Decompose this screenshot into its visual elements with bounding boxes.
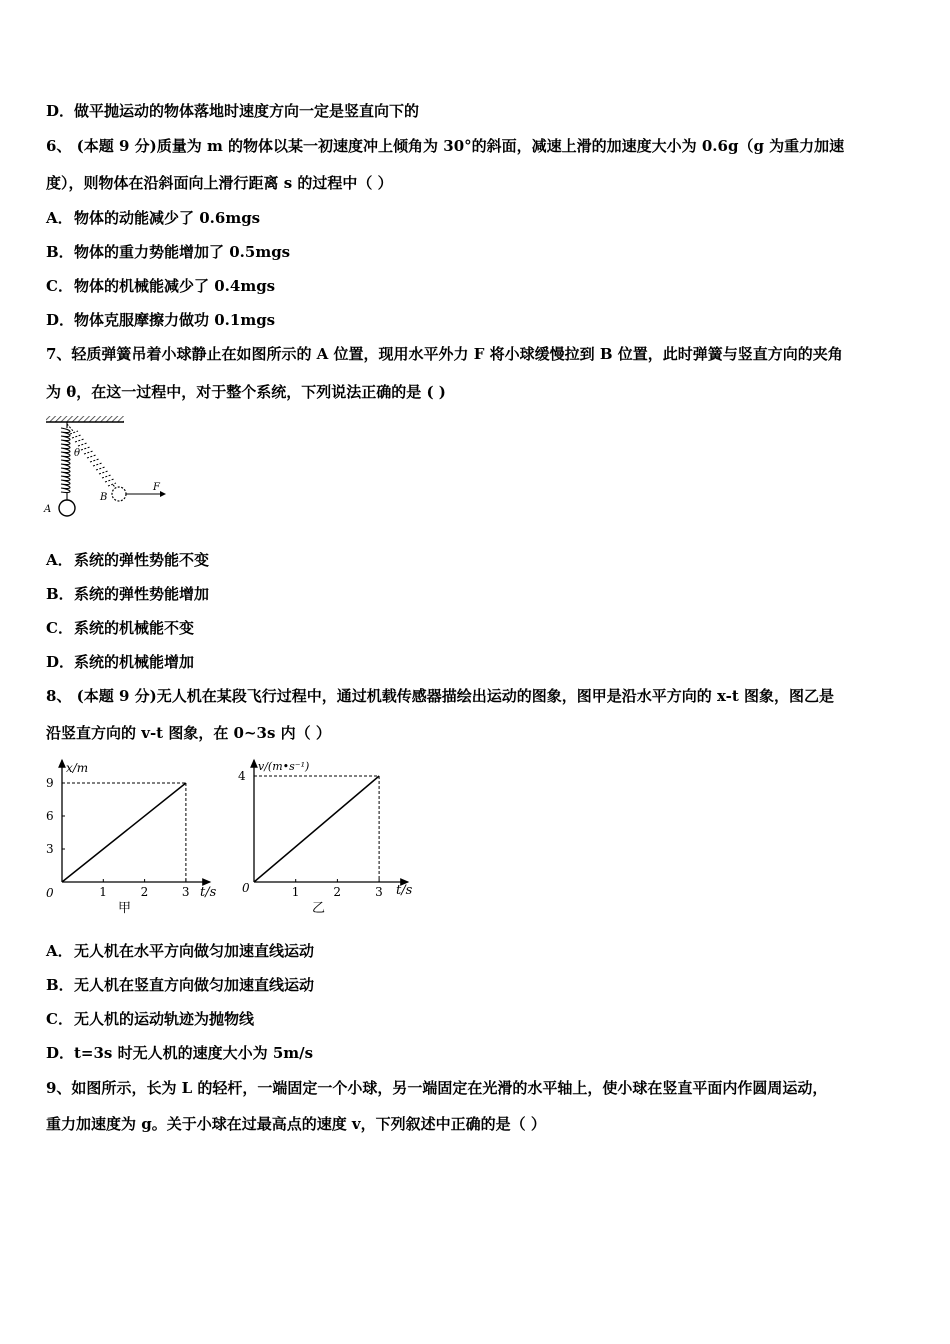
option-letter: C． (46, 277, 73, 295)
option-letter: A． (46, 942, 73, 960)
spring-figure (40, 414, 170, 524)
x-tick-label: 2 (333, 885, 342, 899)
option-text: 系统的机械能增加 (74, 653, 195, 671)
option-text: 系统的机械能不变 (74, 619, 195, 637)
option-letter: B． (46, 976, 74, 994)
y-axis-label: v/(m•s⁻¹) (258, 760, 310, 773)
y-tick-label: 6 (46, 809, 54, 823)
option-text: 物体克服摩擦力做功 0.1mgs (74, 311, 276, 329)
option-letter: A． (46, 551, 73, 569)
q7-stem-line2: 为 θ，在这一过程中，对于整个系统，下列说法正确的是 ( ) (46, 383, 446, 401)
option-text: 无人机在水平方向做匀加速直线运动 (74, 942, 315, 960)
x-axis-label: t/s (396, 883, 413, 898)
option-letter: C． (46, 1010, 73, 1028)
x-tick-label: 3 (181, 885, 190, 899)
ball-a (59, 500, 75, 516)
option-letter: D． (46, 311, 75, 329)
q8-option-b (46, 975, 314, 995)
option-text: 无人机的运动轨迹为抛物线 (74, 1010, 255, 1028)
q8-option-c (46, 1009, 254, 1029)
q8-option-a (46, 941, 314, 961)
q8-stem-line1: 8、 (本题 9 分)无人机在某段飞行过程中，通过机载传感器描绘出运动的图象，图甲是沿水平方向的 x-t 图象，图乙是 (46, 687, 835, 705)
ball-b (112, 487, 126, 501)
option-text: t=3s 时无人机的速度大小为 5m/s (74, 1044, 314, 1062)
option-text: 物体的重力势能增加了 0.5mgs (74, 243, 291, 261)
x-tick-label: 2 (140, 885, 149, 899)
label-b: B (100, 492, 108, 503)
y-tick-label: 9 (46, 776, 54, 790)
x-axis-label: t/s (200, 885, 217, 900)
q9-stem-line1: 9、如图所示，长为 L 的轻杆，一端固定一个小球，另一端固定在光滑的水平轴上，使小球在竖直平面内作圆周运动， (46, 1079, 828, 1097)
option-letter: D． (46, 653, 75, 671)
y-tick-label: 3 (46, 842, 54, 856)
y-axis-label: x/m (66, 761, 89, 775)
label-f: F (153, 482, 160, 493)
ceiling-hatch (46, 416, 124, 422)
q6-option-d (46, 310, 275, 330)
series-line (254, 776, 379, 882)
x-tick-label: 3 (375, 885, 383, 899)
q9-stem-line2: 重力加速度为 g。关于小球在过最高点的速度 v，下列叙述中正确的是（ ） (46, 1115, 546, 1133)
q8-option-d (46, 1043, 313, 1063)
q6-stem-line2: 度），则物体在沿斜面向上滑行距离 s 的过程中（ ） (46, 174, 393, 192)
option-letter: B． (46, 585, 74, 603)
q7-option-b (46, 584, 209, 604)
y-tick-label: 4 (238, 769, 246, 783)
series-line (62, 783, 186, 882)
chart-yi (232, 756, 432, 920)
origin-label: 0 (46, 886, 54, 900)
option-text: 系统的弹性势能增加 (74, 585, 210, 603)
x-tick-label: 1 (99, 885, 107, 899)
q5-option-d: D．做平抛运动的物体落地时速度方向一定是竖直向下的 (46, 102, 420, 120)
q7-option-a (46, 550, 209, 570)
force-arrow-head (160, 491, 166, 497)
option-text: 物体的动能减少了 0.6mgs (74, 209, 261, 227)
x-tick-label: 1 (291, 885, 300, 899)
option-letter: A． (46, 209, 73, 227)
option-letter: C． (46, 619, 73, 637)
q6-stem-line1: 6、 (本题 9 分)质量为 m 的物体以某一初速度冲上倾角为 30°的斜面，减速上滑的加速度大小为 0.6g（g 为重力加速 (46, 137, 845, 155)
option-letter: B． (46, 243, 74, 261)
q7-option-d (46, 652, 194, 672)
chart-caption: 甲 (118, 901, 132, 916)
q6-option-c (46, 276, 275, 296)
label-a: A (44, 504, 52, 515)
q7-option-c (46, 618, 194, 638)
option-text: 系统的弹性势能不变 (74, 551, 210, 569)
option-letter: D． (46, 1044, 75, 1062)
origin-label: 0 (242, 881, 250, 895)
q8-stem-line2: 沿竖直方向的 v-t 图象，在 0~3s 内（ ） (46, 724, 331, 742)
label-theta: θ (74, 448, 81, 459)
chart-caption: 乙 (312, 901, 326, 916)
option-text: 无人机在竖直方向做匀加速直线运动 (74, 976, 315, 994)
spring-vertical (61, 422, 70, 500)
q6-option-a (46, 208, 260, 228)
q7-stem-line1: 7、轻质弹簧吊着小球静止在如图所示的 A 位置，现用水平外力 F 将小球缓慢拉到 B 位置，此时弹簧与竖直方向的夹角 (46, 345, 843, 363)
chart-jia (40, 756, 230, 920)
option-text: 物体的机械能减少了 0.4mgs (74, 277, 276, 295)
q6-option-b (46, 242, 290, 262)
